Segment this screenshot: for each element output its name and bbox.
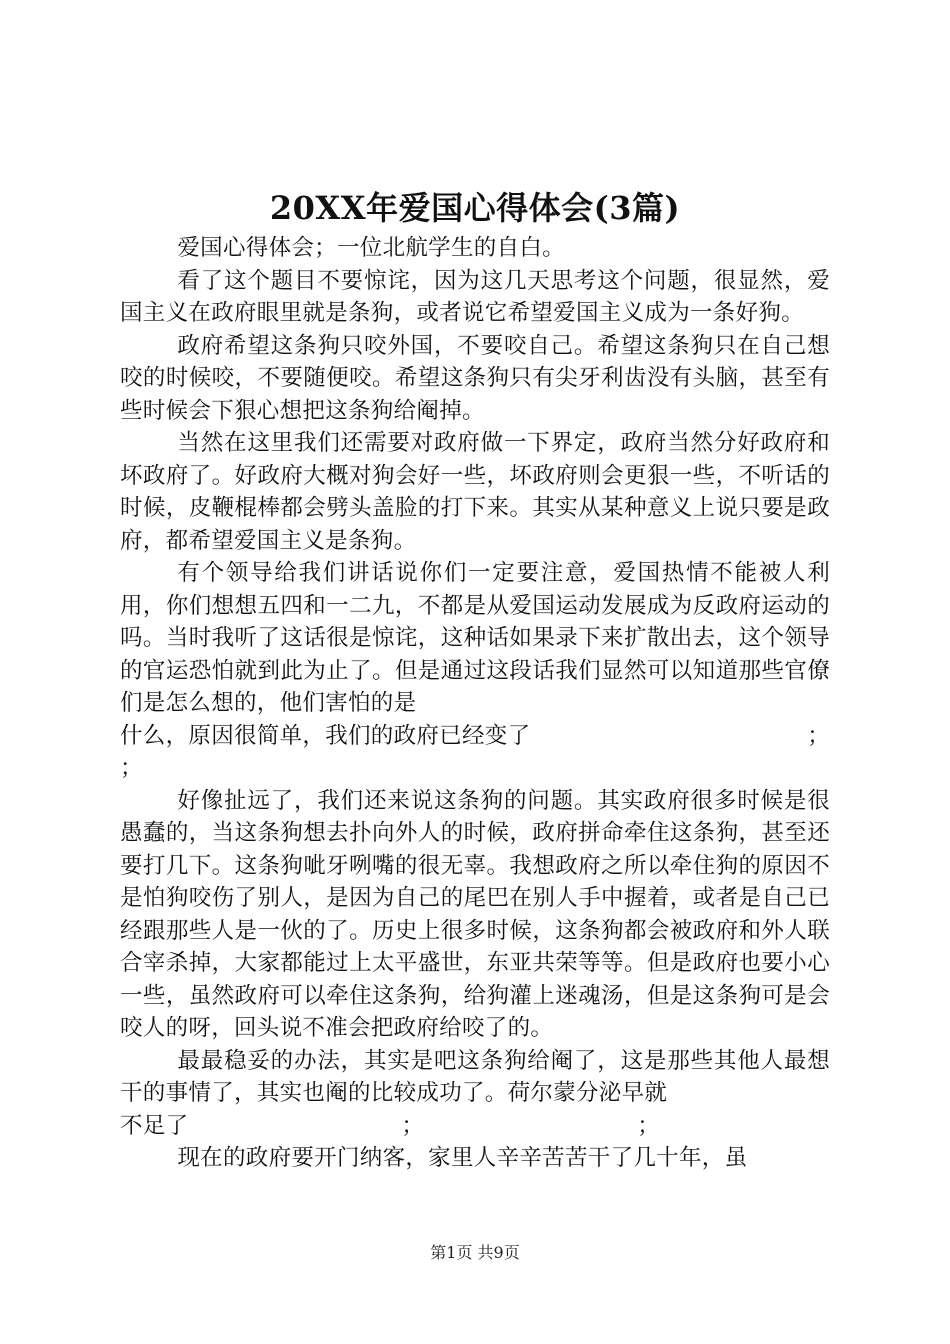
paragraph-6: 好像扯远了，我们还来说这条狗的问题。其实政府很多时候是很愚蠢的，当这条狗想去扑向外人的时候，政府拼命牵住这条狗，甚至还要打几下。这条狗呲牙咧嘴的很无辜。我想政府之所以牵住狗的原因不是怕狗咬伤了别人，是因为自己的尾巴在别人手中握着，或者是自己已经跟那些人是一伙的了。历史上很多时候，这条狗都会被政府和外人联合宰杀掉，大家都能过上太平盛世，东亚共荣等等。但是政府也要小心一些，虽然政府可以牵住这条狗，给狗灌上迷魂汤，但是这条狗可是会咬人的呀，回头说不准会把政府给咬了的。 [120, 787, 830, 1041]
paragraph-5-last-line [120, 720, 830, 753]
paragraph-3: 政府希望这条狗只咬外国，不要咬自己。希望这条狗只在自己想咬的时候咬，不要随便咬。希望这条狗只有尖牙利齿没有头脑，甚至有些时候会下狠心想把这条狗给阉掉。 [120, 332, 830, 424]
paragraph-7: 最最稳妥的办法，其实是吧这条狗给阉了，这是那些其他人最想干的事情了，其实也阉的比较成功了。荷尔蒙分泌早就 [120, 1047, 830, 1106]
document-title: 20XX年爱国心得体会(3篇) [269, 189, 681, 227]
paragraph-4: 当然在这里我们还需要对政府做一下界定，政府当然分好政府和坏政府了。好政府大概对狗会好一些，坏政府则会更狠一些，不听话的时候，皮鞭棍棒都会劈头盖脸的打下来。其实从某种意义上说只要是政府，都希望爱国主义是条狗。 [120, 430, 830, 554]
page-footer: 第1页 共9页 [430, 1243, 520, 1262]
paragraph-7-tail-separator-1: ； [401, 1112, 425, 1139]
paragraph-5: 有个领导给我们讲话说你们一定要注意，爱国热情不能被人利用，你们想想五四和一二九，不都是从爱国运动发展成为反政府运动的吗。当时我听了这话很是惊诧，这种话如果录下来扩散出去，这个领导的官运恐怕就到此为止了。但是通过这段话我们显然可以知道那些官僚们是怎么想的，他们害怕的是 [120, 560, 830, 716]
paragraph-5-orphan-separator: ； [120, 755, 143, 781]
paragraph-7-last-line [120, 1110, 660, 1143]
paragraph-1: 爱国心得体会；一位北航学生的自白。 [177, 235, 565, 261]
paragraph-7-tail-text: 不足了 [120, 1112, 189, 1139]
paragraph-5-tail-text: 什么，原因很简单，我们的政府已经变了 [120, 722, 531, 749]
paragraph-2: 看了这个题目不要惊诧，因为这几天思考这个问题，很显然，爱国主义在政府眼里就是条狗，或者说它希望爱国主义成为一条好狗。 [120, 267, 830, 326]
paragraph-5-tail-separator: ； [807, 722, 830, 749]
paragraph-7-tail-separator-2: ； [637, 1112, 660, 1139]
paragraph-8: 现在的政府要开门纳客，家里人辛辛苦苦干了几十年，虽 [177, 1145, 748, 1171]
document-body [120, 232, 830, 1175]
